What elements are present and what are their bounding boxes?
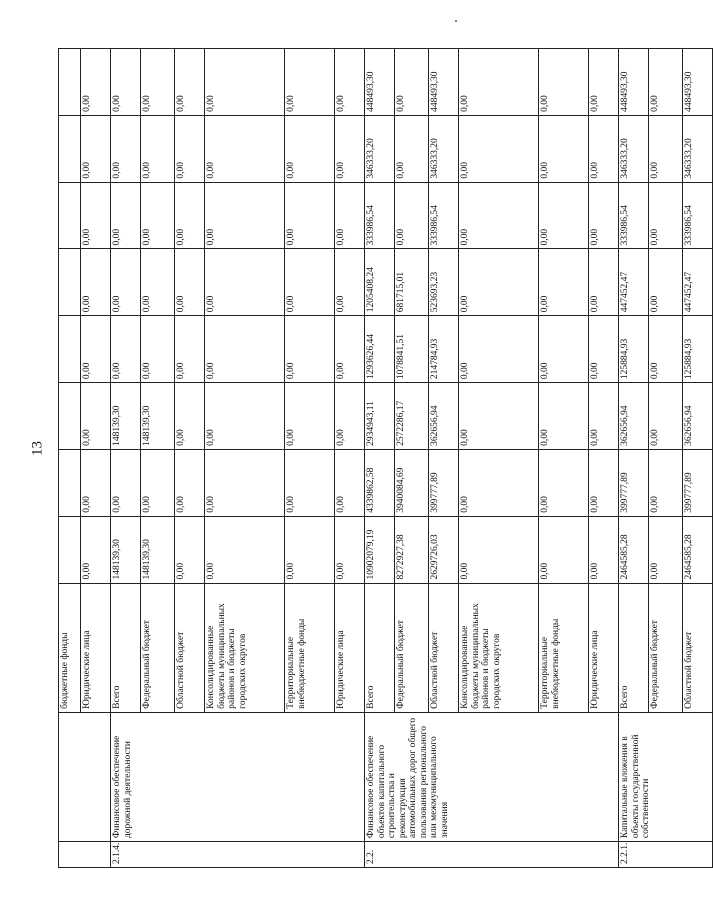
value-cell: 2572286,17	[395, 383, 429, 450]
value-cell: 0,00	[589, 115, 619, 182]
funding-source: Федеральный бюджет	[395, 583, 429, 712]
value-cell: 0,00	[81, 182, 111, 249]
value-cell	[59, 49, 81, 116]
value-cell: 0,00	[81, 249, 111, 316]
value-cell: 148139,30	[141, 383, 175, 450]
value-cell: 0,00	[81, 316, 111, 383]
value-cell	[59, 115, 81, 182]
value-cell: 0,00	[649, 49, 683, 116]
value-cell: 0,00	[395, 49, 429, 116]
value-cell: 523693,23	[429, 249, 459, 316]
value-cell: 333986,54	[429, 182, 459, 249]
funding-source: Юридические лица	[81, 583, 111, 712]
value-cell: 0,00	[111, 115, 141, 182]
value-cell: 399777,89	[429, 449, 459, 516]
value-cell: 0,00	[539, 516, 589, 583]
value-cell: 0,00	[81, 383, 111, 450]
funding-source: Консолидированные бюджеты муниципальных районов и бюджеты городских округов	[459, 583, 539, 712]
value-cell	[59, 449, 81, 516]
value-cell: 0,00	[459, 49, 539, 116]
value-cell: 448493,30	[619, 49, 649, 116]
value-cell: 148139,30	[141, 516, 175, 583]
value-cell: 448493,30	[429, 49, 459, 116]
value-cell: 10902079,19	[365, 516, 395, 583]
value-cell: 0,00	[81, 516, 111, 583]
row-name	[59, 712, 111, 841]
value-cell: 362656,94	[619, 383, 649, 450]
value-cell: 0,00	[335, 182, 365, 249]
value-cell: 399777,89	[619, 449, 649, 516]
value-cell: 0,00	[589, 249, 619, 316]
value-cell: 333986,54	[683, 182, 713, 249]
value-cell	[59, 316, 81, 383]
value-cell: 0,00	[175, 383, 205, 450]
value-cell: 0,00	[285, 49, 335, 116]
value-cell: 4339862,58	[365, 449, 395, 516]
value-cell: 333986,54	[365, 182, 395, 249]
value-cell: 0,00	[175, 316, 205, 383]
value-cell: 0,00	[175, 115, 205, 182]
value-cell: 346333,20	[365, 115, 395, 182]
value-cell: 0,00	[111, 316, 141, 383]
row-name: Финансовое обеспечение объектов капитального строительства и реконструкция автомобильных дорог общего пользования регионального или межмуниципального значения	[365, 712, 619, 841]
value-cell: 0,00	[589, 316, 619, 383]
page-number: 13	[29, 441, 46, 456]
value-cell: 0,00	[205, 249, 285, 316]
value-cell: 0,00	[285, 316, 335, 383]
value-cell: 0,00	[539, 182, 589, 249]
value-cell: 681715,01	[395, 249, 429, 316]
value-cell: 0,00	[81, 449, 111, 516]
value-cell: 1205408,24	[365, 249, 395, 316]
value-cell: 0,00	[175, 182, 205, 249]
funding-source: Всего	[111, 583, 141, 712]
value-cell	[59, 249, 81, 316]
value-cell: 0,00	[141, 449, 175, 516]
value-cell: 448493,30	[365, 49, 395, 116]
table-row	[59, 49, 81, 868]
value-cell: 346333,20	[429, 115, 459, 182]
value-cell: 0,00	[649, 316, 683, 383]
funding-source: Областной бюджет	[175, 583, 205, 712]
value-cell: 0,00	[111, 182, 141, 249]
value-cell: 0,00	[111, 49, 141, 116]
value-cell: 0,00	[141, 49, 175, 116]
value-cell: 0,00	[335, 516, 365, 583]
value-cell	[59, 516, 81, 583]
value-cell: 0,00	[175, 249, 205, 316]
value-cell: 0,00	[205, 316, 285, 383]
value-cell: 125884,93	[619, 316, 649, 383]
value-cell: 0,00	[395, 115, 429, 182]
value-cell: 0,00	[649, 383, 683, 450]
table-row	[111, 49, 141, 868]
value-cell: 214784,93	[429, 316, 459, 383]
value-cell: 8272927,38	[395, 516, 429, 583]
funding-source: Всего	[619, 583, 649, 712]
value-cell: 0,00	[649, 449, 683, 516]
funding-source: Всего	[365, 583, 395, 712]
value-cell: 0,00	[649, 115, 683, 182]
value-cell: 0,00	[649, 182, 683, 249]
value-cell: 148139,30	[111, 516, 141, 583]
value-cell: 0,00	[589, 449, 619, 516]
value-cell: 0,00	[335, 383, 365, 450]
funding-source: Областной бюджет	[429, 583, 459, 712]
value-cell: 0,00	[335, 449, 365, 516]
value-cell	[59, 383, 81, 450]
value-cell: 0,00	[141, 249, 175, 316]
funding-source: Территориальные внебюджетные фонды	[539, 583, 589, 712]
value-cell: 0,00	[589, 383, 619, 450]
value-cell: 0,00	[81, 49, 111, 116]
value-cell: 0,00	[285, 249, 335, 316]
funding-source: Федеральный бюджет	[649, 583, 683, 712]
value-cell: 346333,20	[683, 115, 713, 182]
value-cell: 399777,89	[683, 449, 713, 516]
value-cell: 0,00	[111, 249, 141, 316]
value-cell: 0,00	[205, 516, 285, 583]
value-cell: 0,00	[111, 449, 141, 516]
value-cell: 0,00	[539, 249, 589, 316]
funding-source: Территориальные внебюджетные фонды	[285, 583, 335, 712]
value-cell: 0,00	[589, 49, 619, 116]
table-row	[365, 49, 395, 868]
value-cell: 0,00	[589, 182, 619, 249]
value-cell: 0,00	[335, 115, 365, 182]
value-cell: 0,00	[175, 516, 205, 583]
value-cell: 0,00	[459, 316, 539, 383]
value-cell: 0,00	[539, 49, 589, 116]
value-cell: 0,00	[335, 316, 365, 383]
row-code: 2.2.1.	[619, 842, 713, 868]
value-cell: 0,00	[459, 182, 539, 249]
funding-source: Областной бюджет	[683, 583, 713, 712]
value-cell: 148139,30	[111, 383, 141, 450]
value-cell: 0,00	[459, 115, 539, 182]
value-cell: 0,00	[205, 115, 285, 182]
value-cell: 0,00	[539, 449, 589, 516]
value-cell	[59, 182, 81, 249]
value-cell: 0,00	[205, 49, 285, 116]
value-cell: 0,00	[205, 383, 285, 450]
funding-source: Юридические лица	[589, 583, 619, 712]
value-cell: 0,00	[649, 249, 683, 316]
value-cell: 0,00	[459, 383, 539, 450]
value-cell: 0,00	[459, 516, 539, 583]
value-cell: 0,00	[649, 516, 683, 583]
value-cell: 3940084,69	[395, 449, 429, 516]
value-cell: 0,00	[539, 383, 589, 450]
funding-source: бюджетные фонды	[59, 583, 81, 712]
value-cell: 0,00	[285, 449, 335, 516]
value-cell: 447452,47	[619, 249, 649, 316]
value-cell: 0,00	[335, 249, 365, 316]
value-cell: 0,00	[285, 516, 335, 583]
value-cell: 125884,93	[683, 316, 713, 383]
value-cell: 0,00	[459, 449, 539, 516]
value-cell: 0,00	[589, 516, 619, 583]
value-cell: 2464585,28	[619, 516, 649, 583]
financing-table	[58, 48, 713, 868]
value-cell: 0,00	[175, 49, 205, 116]
value-cell: 0,00	[459, 249, 539, 316]
value-cell: 362656,94	[429, 383, 459, 450]
funding-source: Юридические лица	[335, 583, 365, 712]
value-cell: 1293626,44	[365, 316, 395, 383]
funding-source: Федеральный бюджет	[141, 583, 175, 712]
value-cell: 448493,30	[683, 49, 713, 116]
value-cell: 0,00	[335, 49, 365, 116]
value-cell: 346333,20	[619, 115, 649, 182]
value-cell: 0,00	[141, 316, 175, 383]
row-code	[59, 842, 111, 868]
value-cell: 0,00	[539, 115, 589, 182]
value-cell: 2629726,03	[429, 516, 459, 583]
value-cell: 0,00	[81, 115, 111, 182]
funding-source: Консолидированные бюджеты муниципальных районов и бюджеты городских округов	[205, 583, 285, 712]
value-cell: 0,00	[285, 383, 335, 450]
row-code: 2.2.	[365, 842, 619, 868]
value-cell: 362656,94	[683, 383, 713, 450]
value-cell: 2464585,28	[683, 516, 713, 583]
value-cell: 0,00	[395, 182, 429, 249]
table-row	[619, 49, 649, 868]
value-cell: 0,00	[141, 182, 175, 249]
value-cell: 333986,54	[619, 182, 649, 249]
row-name: Капитальные вложения в объекты государственной собственности	[619, 712, 713, 841]
value-cell: 447452,47	[683, 249, 713, 316]
value-cell: 0,00	[539, 316, 589, 383]
value-cell: 0,00	[141, 115, 175, 182]
value-cell: 0,00	[205, 182, 285, 249]
value-cell: 1078841,51	[395, 316, 429, 383]
row-code: 2.1.4.	[111, 842, 365, 868]
value-cell: 2934943,11	[365, 383, 395, 450]
value-cell: 0,00	[285, 115, 335, 182]
value-cell: 0,00	[205, 449, 285, 516]
value-cell: 0,00	[285, 182, 335, 249]
row-name: Финансовое обеспечение дорожной деятельности	[111, 712, 365, 841]
value-cell: 0,00	[175, 449, 205, 516]
